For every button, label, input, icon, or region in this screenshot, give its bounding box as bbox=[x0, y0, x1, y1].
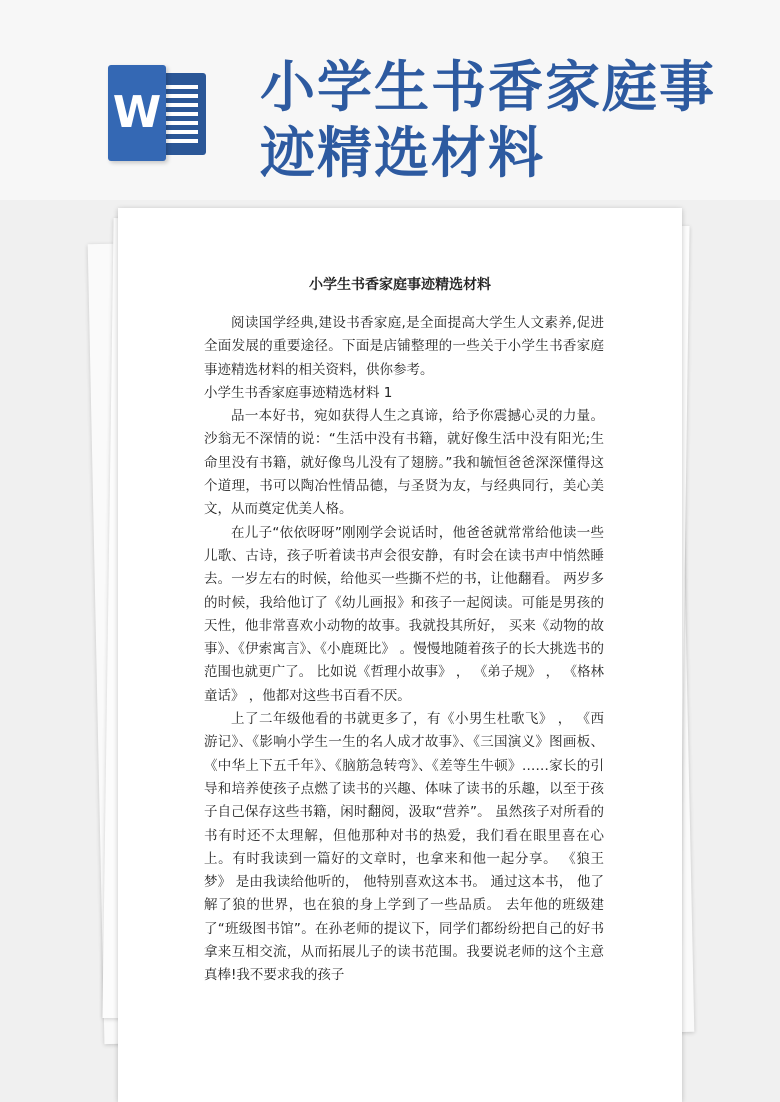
body-paragraph: 在儿子“依依呀呀”刚刚学会说话时，他爸爸就常常给他读一些儿歌、古诗，孩子听着读书声会很安静，有时会在读书声中悄然睡去。一岁左右的时候，给他买一些撕不烂的书，让他翻看。 两岁多的时候，我给他订了《幼儿画报》和孩子一起阅读。可能是男孩的天性，他非常喜欢小动物的故事。我就投其所好， 买来《动物的故事》、《伊索寓言》、《小鹿斑比》 。慢慢地随着孩子的长大挑选书的范围也就更广了。 比如说《哲理小故事》 ， 《弟子规》 ， 《格林童话》 ，他都对这些书百看不厌。 bbox=[204, 524, 604, 704]
document-page bbox=[118, 208, 682, 1102]
word-icon-badge bbox=[108, 65, 166, 161]
word-icon-letter: W bbox=[112, 87, 162, 138]
body-paragraph: 上了二年级他看的书就更多了，有《小男生杜歌飞》 ， 《西游记》、《影响小学生一生的名人成才故事》、《三国演义》图画板、《中华上下五千年》、《脑筋急转弯》、《差等生牛顿》……家长的引导和培养使孩子点燃了读书的兴趣、体味了读书的乐趣，以至于孩子自己保存这些书籍，闲时翻阅，汲取“营养”。 虽然孩子对所看的书有时还不太理解，但他那种对书的热爱，我们看在眼里喜在心上。有时我读到一篇好的文章时，也拿来和他一起分享。 《狼王梦》 是由我读给他听的， 他特别喜欢这本书。 通过这本书， 他了解了狼的世界，也在狼的身上学到了一些品质。 去年他的班级建了“班级图书馆”。在孙老师的提议下，同学们都纷纷把自己的好书拿来互相交流，从而拓展儿子的读书范围。我要说老师的这个主意真棒!我不要求我的孩子 bbox=[204, 711, 604, 984]
intro-paragraph: 阅读国学经典,建设书香家庭,是全面提高大学生人文素养,促进全面发展的重要途径。下面是店铺整理的一些关于小学生书香家庭事迹精选材料的相关资料，供你参考。 bbox=[204, 315, 604, 378]
body-paragraph: 品一本好书，宛如获得人生之真谛，给予你震撼心灵的力量。沙翁无不深情的说：“生活中没有书籍，就好像生活中没有阳光;生命里没有书籍，就好像鸟儿没有了翅膀。”我和毓恒爸爸深深懂得这个道理，书可以陶冶性情品德，与圣贤为友，与经典同行，美心美文，从而奠定优美人格。 bbox=[204, 408, 604, 518]
document-title: 小学生书香家庭事迹精选材料 bbox=[309, 277, 491, 293]
word-document-icon bbox=[108, 65, 208, 161]
header-banner bbox=[0, 0, 780, 200]
section-heading: 小学生书香家庭事迹精选材料 1 bbox=[204, 384, 393, 401]
banner-title: 小学生书香家庭事迹精选材料 bbox=[260, 55, 717, 185]
document-body bbox=[204, 312, 604, 988]
